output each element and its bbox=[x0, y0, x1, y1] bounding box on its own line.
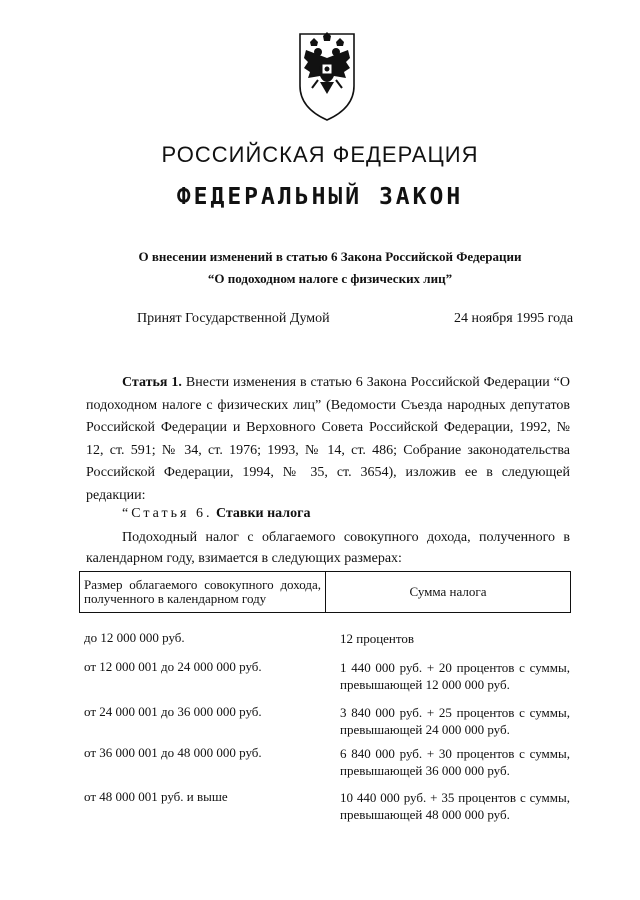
table-row-income: от 36 000 001 до 48 000 000 руб. bbox=[84, 745, 262, 760]
article-1-label: Статья 1. bbox=[122, 375, 182, 390]
table-row-income: от 24 000 001 до 36 000 000 руб. bbox=[84, 704, 262, 719]
article-6-intro: Подоходный налог с облагаемого совокупного дохода, полученного в календарном году, взимается в следующих размерах: bbox=[86, 530, 570, 566]
table-row-tax: 1 440 000 руб. + 20 процентов с суммы, превышающей 12 000 000 руб. bbox=[340, 660, 570, 692]
table-row-income: до 12 000 000 руб. bbox=[84, 630, 185, 645]
header-income: Размер облагаемого совокупного дохода, полученного в календарном году bbox=[80, 572, 326, 613]
article-1 bbox=[86, 372, 570, 507]
article-6-label: “Статья 6. bbox=[122, 506, 213, 521]
header-tax: Сумма налога bbox=[326, 572, 571, 613]
double-headed-eagle-emblem-icon bbox=[296, 28, 358, 124]
document-type-heading: ФЕДЕРАЛЬНЫЙ ЗАКОН bbox=[176, 184, 464, 210]
table-row-tax: 3 840 000 руб. + 25 процентов с суммы, превышающей 24 000 000 руб. bbox=[340, 705, 570, 737]
table-row-tax: 10 440 000 руб. + 35 процентов с суммы, превышающей 48 000 000 руб. bbox=[340, 790, 570, 822]
country-heading: РОССИЙСКАЯ ФЕДЕРАЦИЯ bbox=[161, 142, 479, 167]
subject-line-2: “О подоходном налоге с физических лиц” bbox=[207, 271, 453, 286]
article-6-heading bbox=[122, 506, 311, 522]
article-6-title: Ставки налога bbox=[215, 506, 311, 521]
table-row-tax: 12 процентов bbox=[340, 631, 415, 646]
subject-line-1: О внесении изменений в статью 6 Закона Российской Федерации bbox=[138, 249, 522, 264]
table-row-income: от 12 000 001 до 24 000 000 руб. bbox=[84, 659, 262, 674]
tax-rates-table bbox=[79, 571, 571, 613]
article-1-text: Внести изменения в статью 6 Закона Российской Федерации “О подоходном налоге с физических лиц” (Ведомости Съезда народных депутатов Российской Федерации и Верховного Совета Российской Федерации, 1992, № 12, ст. 591; № 34, ст. 1976; 1993, № 14, ст. 486; Собрание законодательства Российской Федерации, 1994, № 35, ст. 3654), изложив ее в следующей редакции: bbox=[86, 375, 571, 503]
law-subject bbox=[80, 246, 580, 290]
table-row-income: от 48 000 001 руб. и выше bbox=[84, 789, 228, 804]
adoption-date: 24 ноября 1995 года bbox=[454, 311, 574, 326]
table-row-tax: 6 840 000 руб. + 30 процентов с суммы, превышающей 36 000 000 руб. bbox=[340, 746, 570, 778]
adopted-by: Принят Государственной Думой bbox=[137, 311, 330, 326]
table-header-row bbox=[80, 572, 571, 613]
